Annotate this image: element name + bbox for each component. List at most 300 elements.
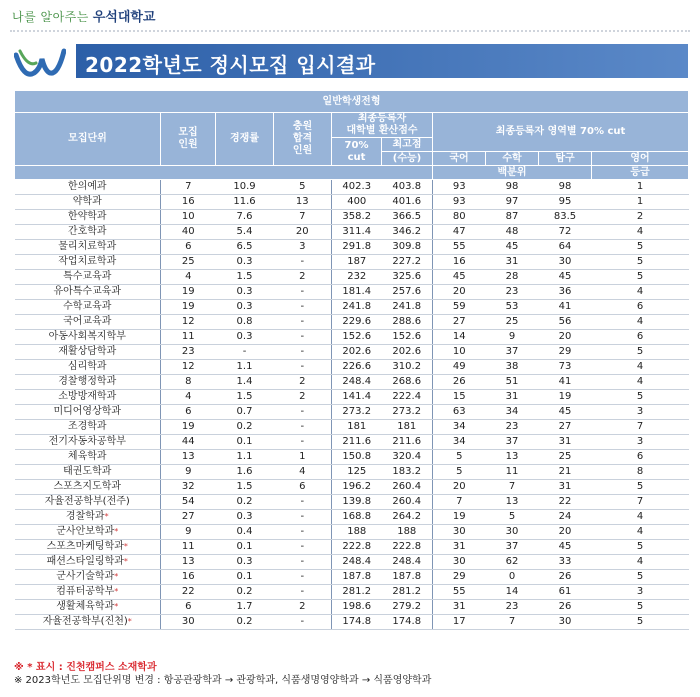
math-cell: 53 <box>486 300 539 315</box>
unit-name-cell <box>15 525 161 540</box>
recruit-cell: 30 <box>161 615 216 630</box>
rate-cell: 0.1 <box>216 570 274 585</box>
math-cell: 38 <box>486 360 539 375</box>
inq-cell: 56 <box>539 315 592 330</box>
kor-cell: 30 <box>433 525 486 540</box>
eng-cell: 2 <box>592 210 689 225</box>
eng-cell: 7 <box>592 420 689 435</box>
cut70-cell: 152.6 <box>332 330 382 345</box>
cut70-cell: 226.6 <box>332 360 382 375</box>
rate-cell: 0.3 <box>216 255 274 270</box>
rate-cell: 1.7 <box>216 600 274 615</box>
eng-cell: 5 <box>592 390 689 405</box>
inq-cell: 21 <box>539 465 592 480</box>
math-cell: 48 <box>486 225 539 240</box>
rate-cell: 0.8 <box>216 315 274 330</box>
table-row <box>15 495 689 510</box>
unit-name: 한약학과 <box>67 211 107 222</box>
eng-cell: 4 <box>592 510 689 525</box>
table-row <box>15 405 689 420</box>
kor-cell: 93 <box>433 180 486 195</box>
extra-cell: - <box>274 585 332 600</box>
math-cell: 7 <box>486 480 539 495</box>
cut70-cell: 188 <box>332 525 382 540</box>
header-kor <box>433 152 486 166</box>
header-extra-line1: 충원 <box>292 121 313 132</box>
extra-cell: - <box>274 435 332 450</box>
eng-cell: 6 <box>592 450 689 465</box>
unit-name: 아동사회복지학부 <box>48 331 126 342</box>
table-row <box>15 360 689 375</box>
unit-name: 조경학과 <box>67 421 107 432</box>
kor-cell: 93 <box>433 195 486 210</box>
cut70-cell: 402.3 <box>332 180 382 195</box>
brand-university-name: 우석대학교 <box>92 10 156 25</box>
extra-cell: - <box>274 420 332 435</box>
table-row <box>15 255 689 270</box>
unit-name-cell <box>15 405 161 420</box>
unit-name: 심리학과 <box>67 361 107 372</box>
recruit-cell: 32 <box>161 480 216 495</box>
cut70-cell: 181 <box>332 420 382 435</box>
recruit-cell: 12 <box>161 315 216 330</box>
math-cell: 51 <box>486 375 539 390</box>
inq-cell: 72 <box>539 225 592 240</box>
rate-cell: 0.2 <box>216 495 274 510</box>
math-cell: 23 <box>486 420 539 435</box>
inq-cell: 98 <box>539 180 592 195</box>
unit-name: 패션스타일링학과 <box>46 556 124 567</box>
cut70-cell: 187 <box>332 255 382 270</box>
recruit-cell: 13 <box>161 555 216 570</box>
top-cell: 401.6 <box>382 195 433 210</box>
cut70-cell: 125 <box>332 465 382 480</box>
header-unit-label: 모집단위 <box>68 133 107 144</box>
top-cell: 187.8 <box>382 570 433 585</box>
inq-cell: 30 <box>539 615 592 630</box>
cut70-cell: 291.8 <box>332 240 382 255</box>
kor-cell: 15 <box>433 390 486 405</box>
math-cell: 11 <box>486 465 539 480</box>
footnote-campus: ※ * 표시 : 진천캠퍼스 소재학과 <box>14 662 157 673</box>
recruit-cell: 9 <box>161 525 216 540</box>
eng-cell: 3 <box>592 435 689 450</box>
header-eng-line2: 등급 <box>630 166 650 178</box>
header-recruit-line2: 인원 <box>178 139 198 150</box>
rate-cell: 1.4 <box>216 375 274 390</box>
eng-cell: 5 <box>592 345 689 360</box>
rate-cell: 5.4 <box>216 225 274 240</box>
recruit-cell: 44 <box>161 435 216 450</box>
unit-name-cell <box>15 270 161 285</box>
cut70-cell: 229.6 <box>332 315 382 330</box>
kor-cell: 7 <box>433 495 486 510</box>
header-area-label: 최종등록자 영역별 70% cut <box>495 126 626 137</box>
campus-marker-icon: * <box>123 557 128 566</box>
unit-name: 경찰행정학과 <box>58 376 117 387</box>
unit-name-cell <box>15 540 161 555</box>
inq-cell: 45 <box>539 405 592 420</box>
math-cell: 0 <box>486 570 539 585</box>
inq-cell: 45 <box>539 270 592 285</box>
table-row <box>15 270 689 285</box>
math-cell: 13 <box>486 450 539 465</box>
unit-name-cell <box>15 375 161 390</box>
rate-cell: - <box>216 345 274 360</box>
math-cell: 5 <box>486 510 539 525</box>
header-inq-label: 탐구 <box>555 152 575 164</box>
top-cell: 346.2 <box>382 225 433 240</box>
eng-cell: 5 <box>592 255 689 270</box>
group-title-cell <box>15 91 689 113</box>
inq-cell: 27 <box>539 420 592 435</box>
extra-cell: 13 <box>274 195 332 210</box>
eng-cell: 6 <box>592 300 689 315</box>
inq-cell: 45 <box>539 540 592 555</box>
cut70-cell: 196.2 <box>332 480 382 495</box>
extra-cell: 3 <box>274 240 332 255</box>
unit-name-cell <box>15 420 161 435</box>
top-cell: 260.4 <box>382 480 433 495</box>
unit-name: 유아특수교육과 <box>53 286 122 297</box>
inq-cell: 20 <box>539 525 592 540</box>
eng-cell: 4 <box>592 525 689 540</box>
eng-cell: 4 <box>592 360 689 375</box>
extra-cell: - <box>274 345 332 360</box>
table-row <box>15 465 689 480</box>
results-table <box>14 90 689 630</box>
inq-cell: 73 <box>539 360 592 375</box>
campus-marker-icon: * <box>104 512 109 521</box>
math-cell: 37 <box>486 435 539 450</box>
eng-cell: 5 <box>592 570 689 585</box>
cut70-cell: 181.4 <box>332 285 382 300</box>
unit-name-cell <box>15 435 161 450</box>
top-cell: 257.6 <box>382 285 433 300</box>
rate-cell: 0.2 <box>216 585 274 600</box>
recruit-cell: 19 <box>161 300 216 315</box>
eng-cell: 3 <box>592 585 689 600</box>
top-cell: 310.2 <box>382 360 433 375</box>
rate-cell: 0.3 <box>216 555 274 570</box>
inq-cell: 26 <box>539 570 592 585</box>
unit-name: 미디어영상학과 <box>53 406 122 417</box>
header-rate-label: 경쟁률 <box>230 133 259 144</box>
recruit-cell: 13 <box>161 450 216 465</box>
rate-cell: 11.6 <box>216 195 274 210</box>
header-eng-line1: 영어 <box>630 152 650 164</box>
unit-name: 경찰학과 <box>65 511 105 522</box>
recruit-cell: 4 <box>161 390 216 405</box>
extra-cell: 4 <box>274 465 332 480</box>
table-row <box>15 450 689 465</box>
kor-cell: 31 <box>433 600 486 615</box>
recruit-cell: 16 <box>161 195 216 210</box>
unit-name: 태권도학과 <box>63 466 112 477</box>
recruit-cell: 8 <box>161 375 216 390</box>
cut70-cell: 400 <box>332 195 382 210</box>
header-extra-line2: 합격 <box>292 133 313 144</box>
table-row <box>15 375 689 390</box>
top-cell: 264.2 <box>382 510 433 525</box>
math-cell: 87 <box>486 210 539 225</box>
table-row <box>15 615 689 630</box>
unit-name-cell <box>15 570 161 585</box>
eng-cell: 5 <box>592 270 689 285</box>
cut70-cell: 141.4 <box>332 390 382 405</box>
extra-cell: 2 <box>274 390 332 405</box>
unit-name: 물리치료학과 <box>58 241 117 252</box>
table-row <box>15 390 689 405</box>
unit-name: 체육학과 <box>67 451 107 462</box>
inq-cell: 30 <box>539 255 592 270</box>
top-header <box>0 0 700 32</box>
top-cell: 288.6 <box>382 315 433 330</box>
eng-cell: 4 <box>592 375 689 390</box>
campus-marker-icon: * <box>114 587 119 596</box>
kor-cell: 45 <box>433 270 486 285</box>
unit-name-cell <box>15 600 161 615</box>
rate-cell: 0.3 <box>216 510 274 525</box>
extra-cell: - <box>274 300 332 315</box>
kor-cell: 34 <box>433 435 486 450</box>
table-row <box>15 480 689 495</box>
unit-name-cell <box>15 210 161 225</box>
eng-cell: 5 <box>592 615 689 630</box>
rate-cell: 6.5 <box>216 240 274 255</box>
inq-cell: 19 <box>539 390 592 405</box>
inq-cell: 20 <box>539 330 592 345</box>
kor-cell: 63 <box>433 405 486 420</box>
header-eng <box>592 152 689 166</box>
kor-cell: 55 <box>433 240 486 255</box>
cut70-cell: 198.6 <box>332 600 382 615</box>
header-divider <box>10 30 690 32</box>
eng-cell: 3 <box>592 405 689 420</box>
table-row <box>15 525 689 540</box>
extra-cell: - <box>274 510 332 525</box>
header-extra <box>274 113 332 166</box>
title-bar <box>76 44 688 78</box>
inq-cell: 26 <box>539 600 592 615</box>
rate-cell: 1.5 <box>216 480 274 495</box>
recruit-cell: 6 <box>161 405 216 420</box>
inq-cell: 31 <box>539 435 592 450</box>
unit-name: 스포츠마케팅학과 <box>46 541 124 552</box>
recruit-cell: 25 <box>161 255 216 270</box>
recruit-cell: 54 <box>161 495 216 510</box>
unit-name: 특수교육과 <box>63 271 112 282</box>
math-cell: 31 <box>486 390 539 405</box>
kor-cell: 49 <box>433 360 486 375</box>
unit-name: 전기자동차공학부 <box>48 436 126 447</box>
unit-name: 약학과 <box>72 196 102 207</box>
inq-cell: 33 <box>539 555 592 570</box>
unit-name: 컴퓨터공학부 <box>56 586 115 597</box>
header-percentile-label: 백분위 <box>497 166 527 178</box>
rate-cell: 1.5 <box>216 390 274 405</box>
recruit-cell: 12 <box>161 360 216 375</box>
unit-name-cell <box>15 360 161 375</box>
top-cell: 260.4 <box>382 495 433 510</box>
campus-marker-icon: * <box>127 617 132 626</box>
kor-cell: 31 <box>433 540 486 555</box>
table-row <box>15 300 689 315</box>
header-kor-label: 국어 <box>449 152 469 164</box>
kor-cell: 34 <box>433 420 486 435</box>
top-cell: 211.6 <box>382 435 433 450</box>
unit-name-cell <box>15 330 161 345</box>
rate-cell: 7.6 <box>216 210 274 225</box>
top-cell: 279.2 <box>382 600 433 615</box>
rate-cell: 0.3 <box>216 330 274 345</box>
extra-cell: - <box>274 540 332 555</box>
kor-cell: 26 <box>433 375 486 390</box>
unit-name: 국어교육과 <box>63 316 112 327</box>
results-table-container <box>14 90 688 630</box>
top-cell: 188 <box>382 525 433 540</box>
unit-name-cell <box>15 465 161 480</box>
cut70-cell: 281.2 <box>332 585 382 600</box>
header-top-sub <box>382 152 433 166</box>
math-cell: 45 <box>486 240 539 255</box>
results-table-body <box>15 180 689 630</box>
inq-cell: 36 <box>539 285 592 300</box>
extra-cell: - <box>274 570 332 585</box>
extra-cell: 1 <box>274 450 332 465</box>
inq-cell: 95 <box>539 195 592 210</box>
cut70-cell: 139.8 <box>332 495 382 510</box>
recruit-cell: 19 <box>161 420 216 435</box>
math-cell: 62 <box>486 555 539 570</box>
unit-name-cell <box>15 390 161 405</box>
extra-cell: 5 <box>274 180 332 195</box>
unit-name-cell <box>15 450 161 465</box>
unit-name: 작업치료학과 <box>58 256 117 267</box>
campus-marker-icon: * <box>114 602 119 611</box>
top-cell: 320.4 <box>382 450 433 465</box>
table-row <box>15 540 689 555</box>
rate-cell: 0.1 <box>216 435 274 450</box>
extra-cell: 7 <box>274 210 332 225</box>
header-eng-grade <box>592 166 689 180</box>
cut70-cell: 248.4 <box>332 375 382 390</box>
unit-name-cell <box>15 225 161 240</box>
header-math-label: 수학 <box>502 152 522 164</box>
cut70-cell: 187.8 <box>332 570 382 585</box>
group-title: 일반학생전형 <box>322 95 381 107</box>
unit-name-cell <box>15 285 161 300</box>
unit-name: 자율전공학부(전주) <box>44 496 130 507</box>
table-row <box>15 180 689 195</box>
kor-cell: 20 <box>433 285 486 300</box>
header-area-group <box>433 113 689 152</box>
cut70-cell: 150.8 <box>332 450 382 465</box>
table-row <box>15 195 689 210</box>
header-recruit <box>161 113 216 166</box>
header-final-group <box>332 113 433 138</box>
table-row <box>15 345 689 360</box>
eng-cell: 7 <box>592 495 689 510</box>
unit-name: 수학교육과 <box>63 301 112 312</box>
top-cell: 227.2 <box>382 255 433 270</box>
table-row <box>15 555 689 570</box>
unit-name-cell <box>15 195 161 210</box>
recruit-cell: 9 <box>161 465 216 480</box>
brand-slogan: 나를 알아주는 <box>12 10 89 24</box>
top-cell: 325.6 <box>382 270 433 285</box>
cut70-cell: 211.6 <box>332 435 382 450</box>
header-math <box>486 152 539 166</box>
eng-cell: 1 <box>592 195 689 210</box>
rate-cell: 0.2 <box>216 420 274 435</box>
eng-cell: 1 <box>592 180 689 195</box>
eng-cell: 4 <box>592 555 689 570</box>
eng-cell: 4 <box>592 285 689 300</box>
campus-marker-icon: * <box>123 542 128 551</box>
top-cell: 273.2 <box>382 405 433 420</box>
eng-cell: 6 <box>592 330 689 345</box>
footnote-rename: ※ 2023학년도 모집단위명 변경 : 항공관광학과 → 관광학과, 식품생명영양학과 → 식품영양학과 <box>14 675 432 686</box>
unit-name-cell <box>15 240 161 255</box>
recruit-cell: 11 <box>161 540 216 555</box>
kor-cell: 14 <box>433 330 486 345</box>
extra-cell: - <box>274 315 332 330</box>
table-row <box>15 285 689 300</box>
header-rate <box>216 113 274 166</box>
header-unit <box>15 113 161 166</box>
inq-cell: 31 <box>539 480 592 495</box>
cut70-cell: 168.8 <box>332 510 382 525</box>
unit-name: 스포츠지도학과 <box>53 481 122 492</box>
header-70cut-line1: 70% <box>344 139 369 151</box>
top-cell: 309.8 <box>382 240 433 255</box>
unit-name: 소방방재학과 <box>58 391 117 402</box>
eng-cell: 5 <box>592 480 689 495</box>
top-cell: 241.8 <box>382 300 433 315</box>
rate-cell: 0.3 <box>216 285 274 300</box>
inq-cell: 61 <box>539 585 592 600</box>
recruit-cell: 4 <box>161 270 216 285</box>
top-cell: 152.6 <box>382 330 433 345</box>
header-spacer <box>15 166 433 180</box>
top-cell: 366.5 <box>382 210 433 225</box>
rate-cell: 10.9 <box>216 180 274 195</box>
recruit-cell: 10 <box>161 210 216 225</box>
cut70-cell: 311.4 <box>332 225 382 240</box>
table-row <box>15 570 689 585</box>
unit-name-cell <box>15 615 161 630</box>
table-row <box>15 315 689 330</box>
inq-cell: 64 <box>539 240 592 255</box>
cut70-cell: 241.8 <box>332 300 382 315</box>
page-title: 2022학년도 정시모집 입시결과 <box>85 53 376 77</box>
kor-cell: 80 <box>433 210 486 225</box>
table-row <box>15 585 689 600</box>
eng-cell: 4 <box>592 315 689 330</box>
cut70-cell: 248.4 <box>332 555 382 570</box>
rate-cell: 0.1 <box>216 540 274 555</box>
campus-marker-icon: * <box>114 572 119 581</box>
math-cell: 31 <box>486 255 539 270</box>
top-cell: 183.2 <box>382 465 433 480</box>
recruit-cell: 40 <box>161 225 216 240</box>
kor-cell: 55 <box>433 585 486 600</box>
math-cell: 7 <box>486 615 539 630</box>
extra-cell: - <box>274 255 332 270</box>
extra-cell: - <box>274 615 332 630</box>
cut70-cell: 232 <box>332 270 382 285</box>
